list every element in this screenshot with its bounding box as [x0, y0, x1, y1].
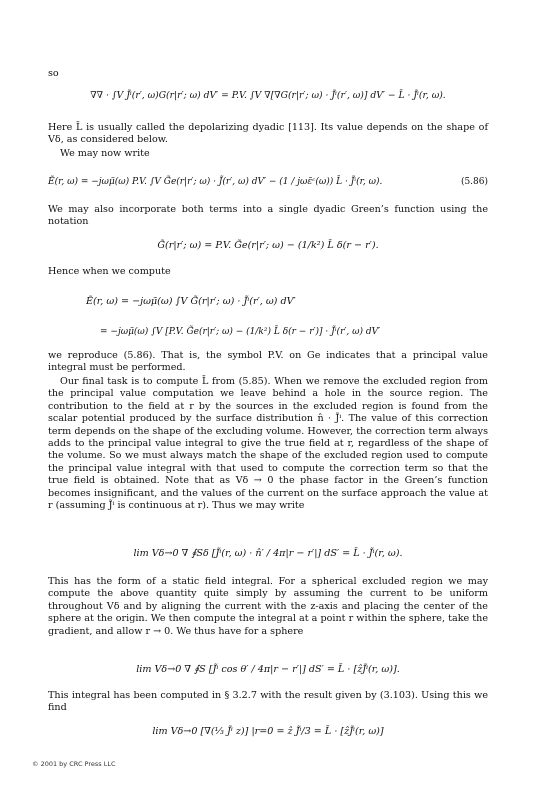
- equation-e-field-line1: Ẽ(r, ω) = −jωμ̃(ω) ∫V G̃(r|r′; ω) · J̃ⁱ(r′, ω) dV′: [86, 296, 296, 307]
- equation-number-5-86: (5.86): [460, 177, 488, 187]
- equation-dyadic-green: G̃(r|r′; ω) = P.V. G̃e(r|r′; ω) − (1/k²) L̄ δ(r − r′).: [157, 240, 379, 251]
- text-so: so: [48, 68, 59, 79]
- paragraph-single-dyadic: We may also incorporate both terms into a single dyadic Green’s function using the notation: [48, 204, 488, 228]
- equation-5-86-body: Ẽ(r, ω) = −jωμ̃(ω) P.V. ∫V G̃e(r|r′; ω) · J̃(r′, ω) dV′ − (1 / jωε̃ᶜ(ω)) L̄ · J̃ⁱ(r, ω).: [48, 177, 383, 187]
- equation-e-field-line2: = −jωμ̃(ω) ∫V [P.V. G̃e(r|r′; ω) − (1/k²) L̄ δ(r − r′)] · J̃ⁱ(r′, ω) dV′: [100, 327, 381, 337]
- paragraph-hence: Hence when we compute: [48, 266, 171, 277]
- paragraph-depolarizing-dyadic: Here L̄ is usually called the depolarizing dyadic [113]. Its value depends on the shape of Vδ, as considered below.: [48, 122, 488, 146]
- paragraph-reproduce: we reproduce (5.86). That is, the symbol P.V. on Ge indicates that a principal value integral must be performed.: [48, 350, 488, 374]
- equation-5-86: [48, 176, 488, 188]
- equation-final-limit: lim Vδ→0 [∇(⅓ J̃ⁱ z)] |r=0 = ẑ J̃ⁱ/3 = L̄ · [ẑJ̃ⁱ(r, ω)]: [152, 726, 384, 737]
- copyright-footer: © 2001 by CRC Press LLC: [32, 760, 116, 768]
- equation-1: ∇∇ · ∫V J̃ⁱ(r′, ω)G(r|r′; ω) dV′ = P.V. ∫V ∇[∇G(r|r′; ω) · J̃ⁱ(r′, ω)] dV′ − L̄ · J̃ⁱ(r, ω).: [90, 90, 446, 101]
- equation-limit-surface: lim Vδ→0 ∇ ∮Sδ [J̃ⁱ(r, ω) · n̂′ / 4π|r − r′|] dS′ = L̄ · J̃ⁱ(r, ω).: [133, 548, 403, 559]
- paragraph-computed: This integral has been computed in § 3.2.7 with the result given by (3.103). Using this we find: [48, 690, 488, 714]
- paragraph-now-write: We may now write: [60, 148, 150, 159]
- equation-sphere: lim Vδ→0 ∇ ∮S [J̃ⁱ cos θ′ / 4π|r − r′|] dS′ = L̄ · [ẑJ̃ⁱ(r, ω)].: [136, 664, 400, 675]
- paragraph-final-task: Our final task is to compute L̄ from (5.85). When we remove the excluded region from the principal value computation we leave behind a hole in the source region. The contribution to the field at r by the sources in the excluded region is found from the scalar potential produced by the surface distribution n̂ · J̃ⁱ. The value of this correction term depends on the shape of the excluding volume. However, the correction term always adds to the principal value integral to give the true field at r, regardless of the shape of the volume. So we must always match the shape of the excluded region used to compute the principal value integral with that used to compute the correction term so that the true field is obtained. Note that as Vδ → 0 the phase factor in the Green’s function becomes insignificant, and the values of the current on the surface approach the value at r (assuming J̃ⁱ is continuous at r). Thus we may write: [48, 376, 488, 512]
- paragraph-static-field: This has the form of a static field integral. For a spherical excluded region we may compute the above quantity quite simply by assuming the current to be uniform throughout Vδ and by aligning the current with the z-axis and placing the center of the sphere at the origin. We then compute the integral at a point r within the sphere, take the gradient, and allow r → 0. We thus have for a sphere: [48, 576, 488, 637]
